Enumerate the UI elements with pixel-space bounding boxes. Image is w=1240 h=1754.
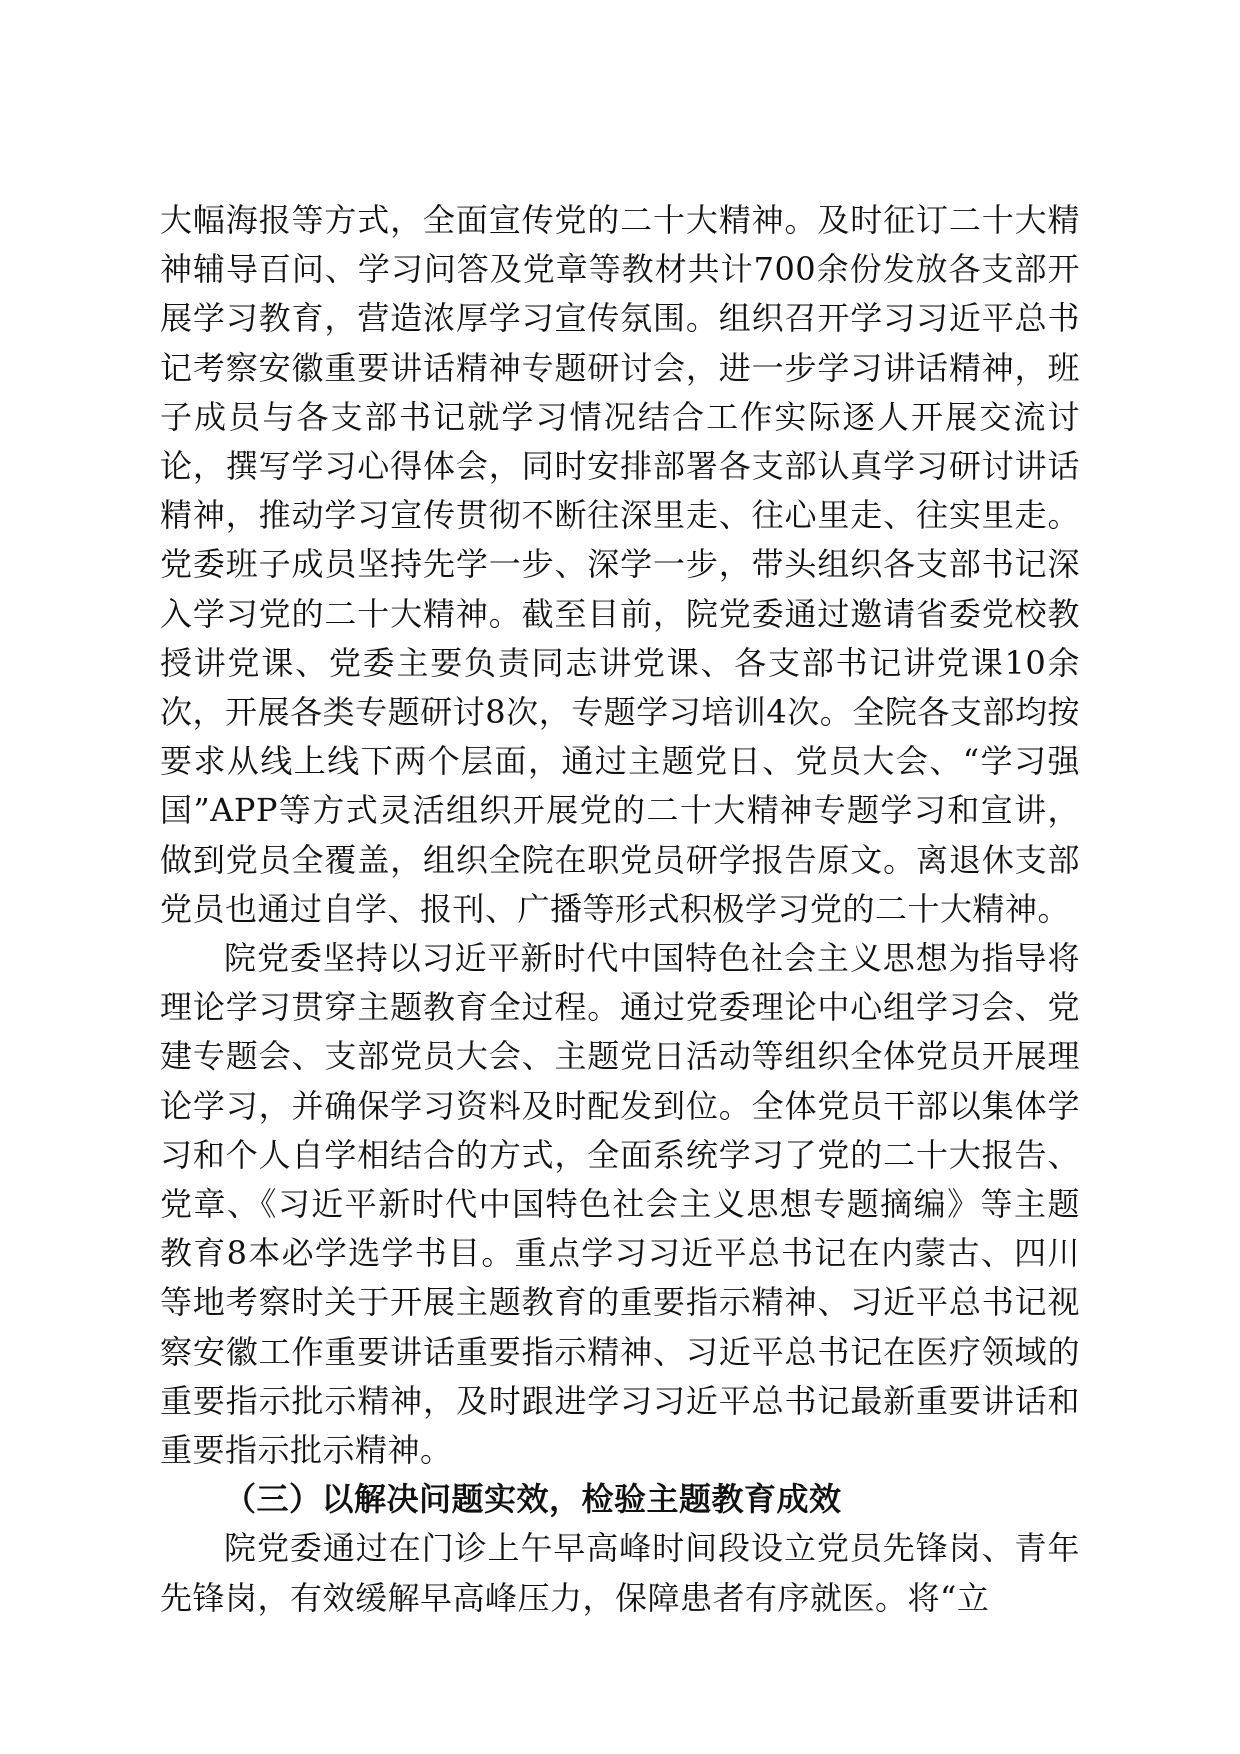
body-paragraph-1: 大幅海报等方式，全面宣传党的二十大精神。及时征订二十大精神辅导百问、学习问答及党章等教材共计700余份发放各支部开展学习教育，营造浓厚学习宣传氛围。组织召开学习习近平总书记考察安徽重要讲话精神专题研讨会，进一步学习讲话精神，班子成员与各支部书记就学习情况结合工作实际逐人开展交流讨论，撰写学习心得体会，同时安排部署各支部认真学习研讨讲话精神，推动学习宣传贯彻不断往深里走、往心里走、往实里走。党委班子成员坚持先学一步、深学一步，带头组织各支部书记深入学习党的二十大精神。截至目前，院党委通过邀请省委党校教授讲党课、党委主要负责同志讲党课、各支部书记讲党课10余次，开展各类专题研讨8次，专题学习培训4次。全院各支部均按要求从线上线下两个层面，通过主题党日、党员大会、“学习强国”APP等方式灵活组织开展党的二十大精神专题学习和宣讲，做到党员全覆盖，组织全院在职党员研学报告原文。离退休支部党员也通过自学、报刊、广播等形式积极学习党的二十大精神。 xyxy=(160,201,1080,928)
document-page xyxy=(160,196,1080,1623)
body-paragraph-3: 院党委通过在门诊上午早高峰时间段设立党员先锋岗、青年先锋岗，有效缓解早高峰压力，保障患者有序就医。将“立 xyxy=(160,1529,1080,1617)
body-paragraph-2: 院党委坚持以习近平新时代中国特色社会主义思想为指导将理论学习贯穿主题教育全过程。通过党委理论中心组学习会、党建专题会、支部党员大会、主题党日活动等组织全体党员开展理论学习，并确保学习资料及时配发到位。全体党员干部以集体学习和个人自学相结合的方式，全面系统学习了党的二十大报告、党章、《习近平新时代中国特色社会主义思想专题摘编》等主题教育8本必学选学书目。重点学习习近平总书记在内蒙古、四川等地考察时关于开展主题教育的重要指示精神、习近平总书记视察安徽工作重要讲话重要指示精神、习近平总书记在医疗领域的重要指示批示精神，及时跟进学习习近平总书记最新重要讲话和重要指示批示精神。 xyxy=(160,939,1080,1470)
section-heading: （三）以解决问题实效，检验主题教育成效 xyxy=(224,1480,842,1519)
